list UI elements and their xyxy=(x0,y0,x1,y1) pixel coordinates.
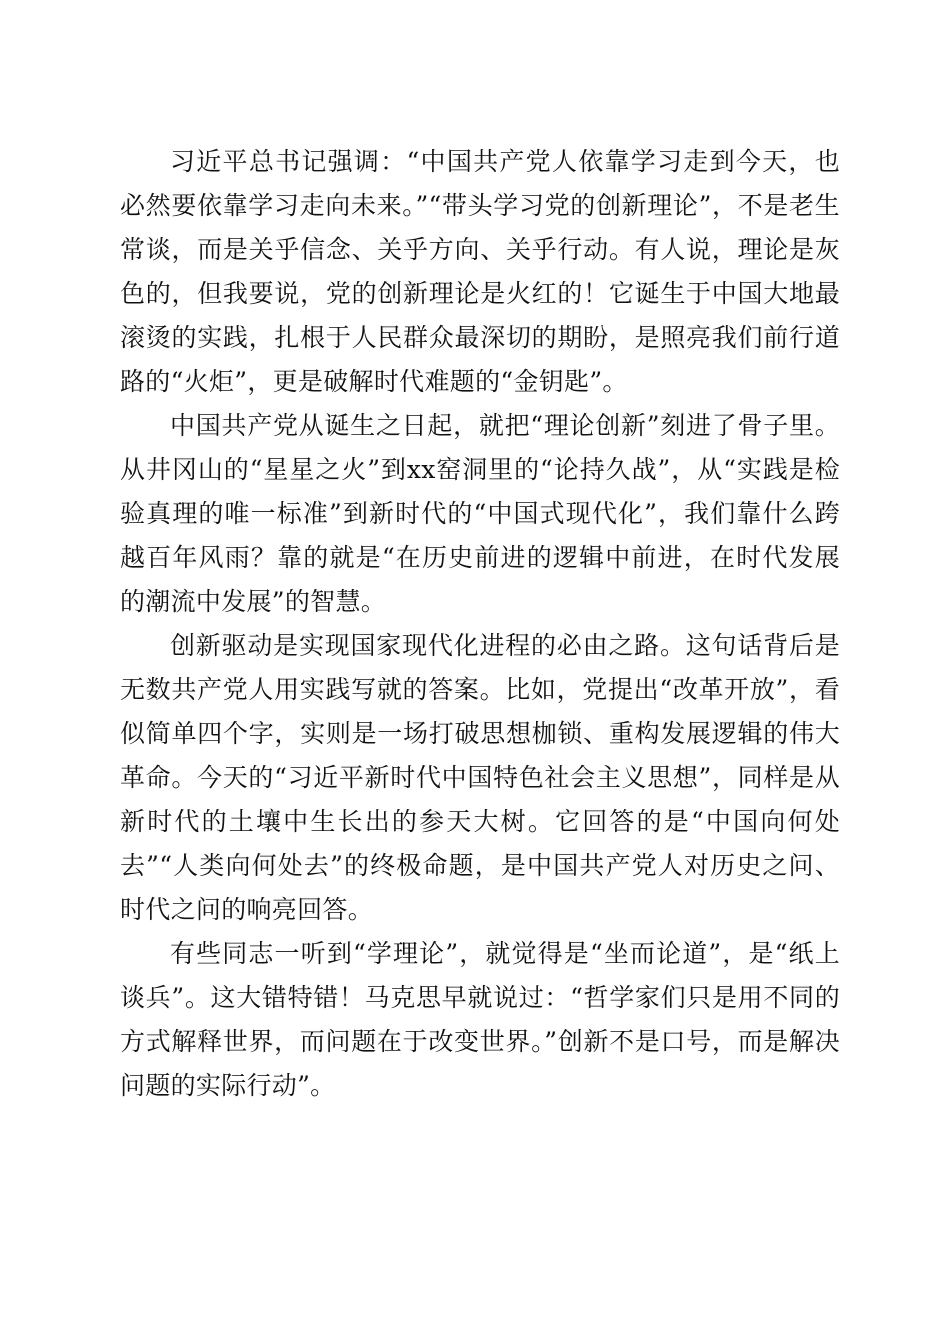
paragraph-3: 创新驱动是实现国家现代化进程的必由之路。这句话背后是无数共产党人用实践写就的答案。比如，党提出“改革开放”，看似简单四个字，实则是一场打破思想枷锁、重构发展逻辑的伟大革命。今天的“习近平新时代中国特色社会主义思想”，同样是从新时代的土壤中生长出的参天大树。它回答的是“中国向何处去”“人类向何处去”的终极命题，是中国共产党人对历史之问、时代之问的响亮回答。 xyxy=(120,631,840,924)
body-text xyxy=(120,140,840,1108)
paragraph-1: 习近平总书记强调：“中国共产党人依靠学习走到今天，也必然要依靠学习走向未来。”“带头学习党的创新理论”，不是老生常谈，而是关乎信念、关乎方向、关乎行动。有人说，理论是灰色的，但我要说，党的创新理论是火红的！它诞生于中国大地最滚烫的实践，扎根于人民群众最深切的期盼，是照亮我们前行道路的“火炬”，更是破解时代难题的“金钥匙”。 xyxy=(120,147,840,396)
paragraph-4: 有些同志一听到“学理论”，就觉得是“坐而论道”，是“纸上谈兵”。这大错特错！马克思早就说过：“哲学家们只是用不同的方式解释世界，而问题在于改变世界。”创新不是口号，而是解决问题的实际行动”。 xyxy=(120,939,840,1100)
paragraph-2: 中国共产党从诞生之日起，就把“理论创新”刻进了骨子里。从井冈山的“星星之火”到xx窑洞里的“论持久战”，从“实践是检验真理的唯一标准”到新时代的“中国式现代化”，我们靠什么跨越百年风雨？靠的就是“在历史前进的逻辑中前进，在时代发展的潮流中发展”的智慧。 xyxy=(120,411,840,616)
